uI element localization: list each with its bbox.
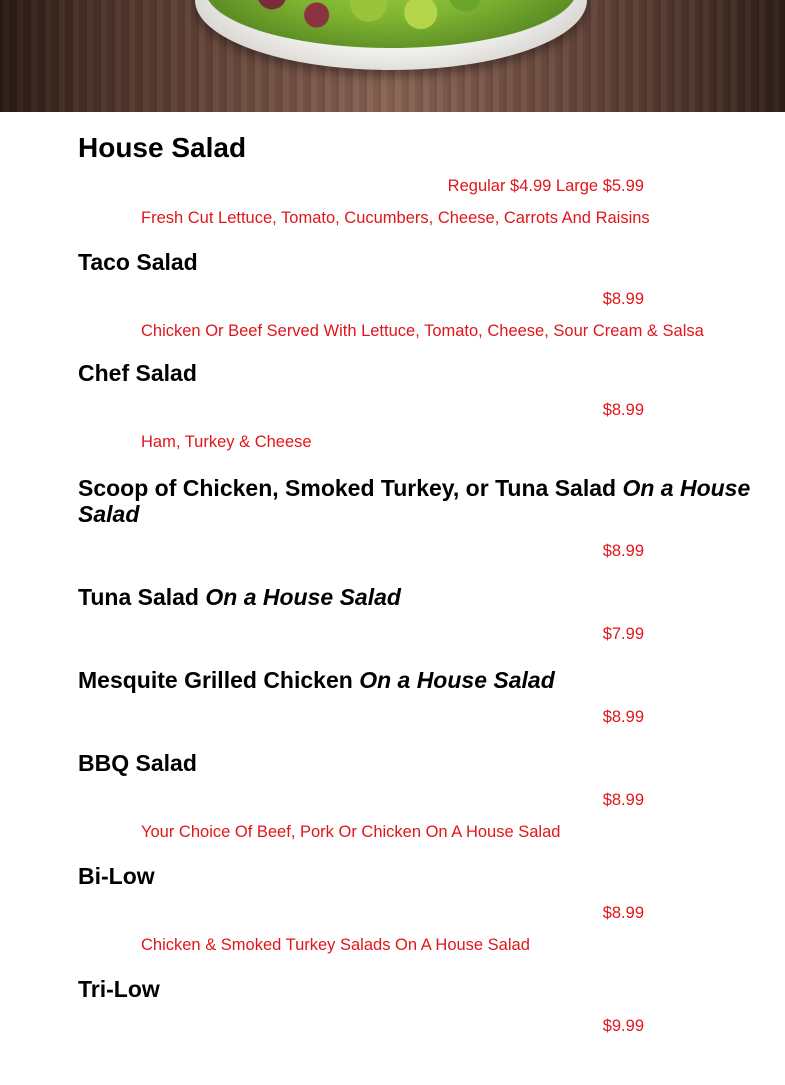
menu-item — [78, 129, 718, 231]
item-name: Tuna Salad On a House Salad — [78, 584, 401, 610]
item-price: $8.99 — [602, 290, 644, 308]
item-name: Chef Salad — [78, 360, 197, 386]
menu-item — [78, 667, 718, 727]
item-price: $8.99 — [602, 791, 644, 809]
item-price: $8.99 — [602, 401, 644, 419]
item-description: Fresh Cut Lettuce, Tomato, Cucumbers, Cheese, Carrots And Raisins — [141, 209, 650, 227]
item-description: Chicken Or Beef Served With Lettuce, Tomato, Cheese, Sour Cream & Salsa — [141, 322, 704, 340]
salad-menu — [78, 129, 751, 1036]
hero-banner — [0, 0, 785, 112]
item-description: Chicken & Smoked Turkey Salads On A House Salad — [141, 936, 530, 954]
item-name: Scoop of Chicken, Smoked Turkey, or Tuna Salad On a House Salad — [78, 475, 751, 527]
item-description: Your Choice Of Beef, Pork Or Chicken On A House Salad — [141, 823, 561, 841]
item-name: Taco Salad — [78, 249, 198, 275]
item-name: Tri-Low — [78, 976, 160, 1002]
item-price: Regular $4.99 Large $5.99 — [447, 177, 644, 195]
item-price: $9.99 — [602, 1017, 644, 1035]
menu-item — [78, 584, 718, 644]
menu-item — [78, 360, 718, 455]
menu-item — [78, 976, 718, 1036]
menu-item — [78, 750, 718, 845]
item-name: House Salad — [78, 132, 247, 163]
menu-item — [78, 249, 718, 344]
menu-item — [78, 475, 751, 561]
item-price: $8.99 — [602, 904, 644, 922]
item-price: $8.99 — [602, 708, 644, 726]
item-name: Mesquite Grilled Chicken On a House Salad — [78, 667, 555, 693]
item-price: $7.99 — [602, 625, 644, 643]
item-description: Ham, Turkey & Cheese — [141, 433, 312, 451]
item-price: $8.99 — [602, 542, 644, 560]
item-name: Bi-Low — [78, 863, 155, 889]
menu-item — [78, 863, 718, 958]
item-name: BBQ Salad — [78, 750, 197, 776]
